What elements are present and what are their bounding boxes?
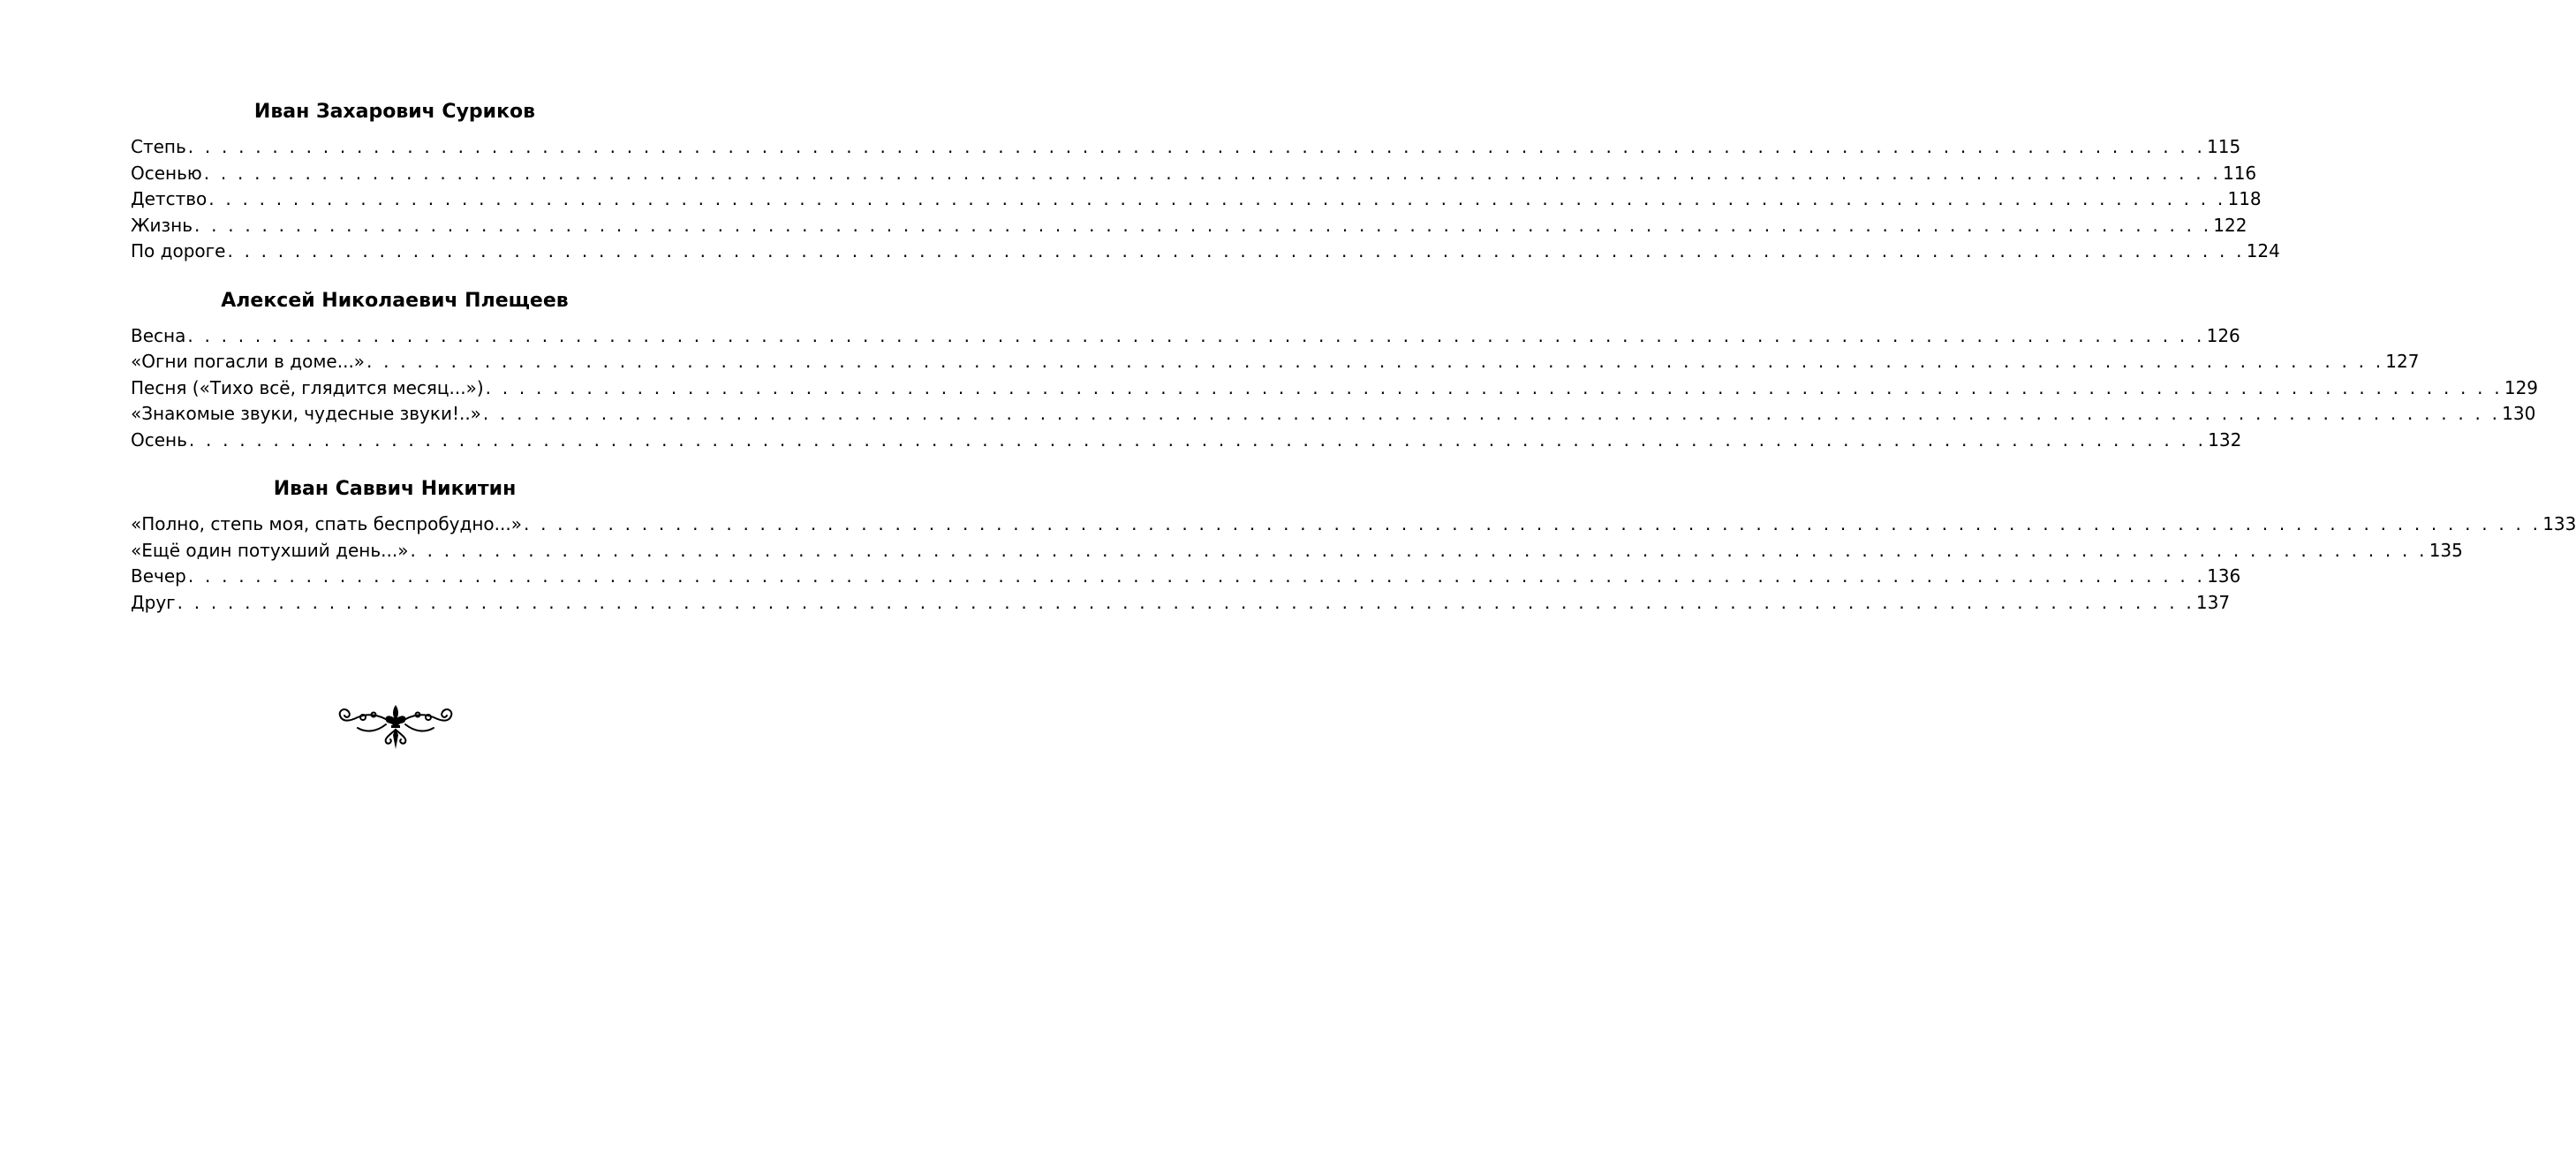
entry-page: 137 bbox=[2195, 591, 2231, 613]
entry-page: 129 bbox=[2504, 376, 2539, 398]
dot-leader: . . . . . . . . . . . . . . . . . . . . . . . . . . . . . . . . . . . . . . . . . . . . . . . . . . . . . . . . . . . . . . . . . . . . . . . . . . . . . . . . . . . . . . . . . . . . . . . . . . . . . . . . . . . . . . . . . . . . . . . . bbox=[203, 162, 2221, 184]
dot-leader: . . . . . . . . . . . . . . . . . . . . . . . . . . . . . . . . . . . . . . . . . . . . . . . . . . . . . . . . . . . . . . . . . . . . . . . . . . . . . . . . . . . . . . . . . . . . . . . . . . . . . . . . . . . . . . . . . . . . . . . . bbox=[485, 376, 2503, 398]
entry-page: 116 bbox=[2222, 162, 2257, 184]
entry-title: «Полно, степь моя, спать беспробудно...» bbox=[131, 513, 522, 534]
dot-leader: . . . . . . . . . . . . . . . . . . . . . . . . . . . . . . . . . . . . . . . . . . . . . . . . . . . . . . . . . . . . . . . . . . . . . . . . . . . . . . . . . . . . . . . . . . . . . . . . . . . . . . . . . . . . . . . . . . . . . . . . bbox=[187, 565, 2206, 587]
entry-page: 135 bbox=[2429, 539, 2463, 561]
section-author: Иван Саввич Никитин bbox=[273, 478, 517, 500]
toc-section bbox=[131, 476, 2576, 616]
dot-leader: . . . . . . . . . . . . . . . . . . . . . . . . . . . . . . . . . . . . . . . . . . . . . . . . . . . . . . . . . . . . . . . . . . . . . . . . . . . . . . . . . . . . . . . . . . . . . . . . . . . . . . . . . . . . . . . . . . . . . . . . bbox=[194, 214, 2212, 236]
table-of-contents bbox=[131, 99, 2576, 639]
entry-page: 127 bbox=[2385, 351, 2420, 372]
toc-entry bbox=[131, 428, 2242, 454]
toc-entry bbox=[131, 564, 2241, 590]
toc-entry bbox=[131, 161, 2257, 187]
entry-page: 130 bbox=[2502, 403, 2536, 424]
entry-title: Жизнь bbox=[131, 214, 193, 236]
entry-page: 115 bbox=[2207, 136, 2241, 157]
toc-entry bbox=[131, 323, 2240, 350]
dot-leader: . . . . . . . . . . . . . . . . . . . . . . . . . . . . . . . . . . . . . . . . . . . . . . . . . . . . . . . . . . . . . . . . . . . . . . . . . . . . . . . . . . . . . . . . . . . . . . . . . . . . . . . . . . . . . . . . . . . . . . . . bbox=[208, 188, 2226, 209]
toc-entry bbox=[131, 511, 2576, 538]
entry-page: 126 bbox=[2206, 324, 2240, 346]
dot-leader: . . . . . . . . . . . . . . . . . . . . . . . . . . . . . . . . . . . . . . . . . . . . . . . . . . . . . . . . . . . . . . . . . . . . . . . . . . . . . . . . . . . . . . . . . . . . . . . . . . . . . . . . . . . . . . . . . . . . . . . . bbox=[366, 351, 2384, 372]
entry-page: 122 bbox=[2213, 214, 2247, 236]
toc-entry bbox=[131, 213, 2247, 239]
toc-entry bbox=[131, 349, 2420, 375]
entry-page: 124 bbox=[2246, 240, 2280, 261]
entry-title: Весна bbox=[131, 324, 186, 346]
dot-leader: . . . . . . . . . . . . . . . . . . . . . . . . . . . . . . . . . . . . . . . . . . . . . . . . . . . . . . . . . . . . . . . . . . . . . . . . . . . . . . . . . . . . . . . . . . . . . . . . . . . . . . . . . . . . . . . . . . . . . . . . bbox=[482, 403, 2501, 424]
dot-leader: . . . . . . . . . . . . . . . . . . . . . . . . . . . . . . . . . . . . . . . . . . . . . . . . . . . . . . . . . . . . . . . . . . . . . . . . . . . . . . . . . . . . . . . . . . . . . . . . . . . . . . . . . . . . . . . . . . . . . . . . bbox=[523, 513, 2542, 534]
entry-title: Вечер bbox=[131, 565, 186, 587]
dot-leader: . . . . . . . . . . . . . . . . . . . . . . . . . . . . . . . . . . . . . . . . . . . . . . . . . . . . . . . . . . . . . . . . . . . . . . . . . . . . . . . . . . . . . . . . . . . . . . . . . . . . . . . . . . . . . . . . . . . . . . . . bbox=[177, 591, 2195, 613]
entry-page: 136 bbox=[2207, 565, 2241, 587]
entry-title: «Огни погасли в доме...» bbox=[131, 351, 366, 372]
toc-entry bbox=[131, 590, 2231, 617]
section-author: Иван Захарович Суриков bbox=[253, 101, 536, 123]
entry-title: По дороге bbox=[131, 240, 226, 261]
entry-title: Друг bbox=[131, 591, 176, 613]
toc-section bbox=[131, 99, 2280, 265]
entry-title: «Знакомые звуки, чудесные звуки!..» bbox=[131, 403, 481, 424]
dot-leader: . . . . . . . . . . . . . . . . . . . . . . . . . . . . . . . . . . . . . . . . . . . . . . . . . . . . . . . . . . . . . . . . . . . . . . . . . . . . . . . . . . . . . . . . . . . . . . . . . . . . . . . . . . . . . . . . . . . . . . . . bbox=[188, 428, 2207, 451]
entry-title: Детство bbox=[131, 188, 208, 209]
fleuron-ornament-icon bbox=[331, 700, 460, 751]
toc-entry bbox=[131, 134, 2241, 161]
dot-leader: . . . . . . . . . . . . . . . . . . . . . . . . . . . . . . . . . . . . . . . . . . . . . . . . . . . . . . . . . . . . . . . . . . . . . . . . . . . . . . . . . . . . . . . . . . . . . . . . . . . . . . . . . . . . . . . . . . . . . . . . bbox=[410, 539, 2428, 561]
dot-leader: . . . . . . . . . . . . . . . . . . . . . . . . . . . . . . . . . . . . . . . . . . . . . . . . . . . . . . . . . . . . . . . . . . . . . . . . . . . . . . . . . . . . . . . . . . . . . . . . . . . . . . . . . . . . . . . . . . . . . . . . bbox=[187, 324, 2205, 346]
toc-entry bbox=[131, 401, 2536, 428]
entry-title: Осень bbox=[131, 428, 187, 451]
toc-entry bbox=[131, 186, 2262, 213]
entry-title: Осенью bbox=[131, 162, 202, 184]
dot-leader: . . . . . . . . . . . . . . . . . . . . . . . . . . . . . . . . . . . . . . . . . . . . . . . . . . . . . . . . . . . . . . . . . . . . . . . . . . . . . . . . . . . . . . . . . . . . . . . . . . . . . . . . . . . . . . . . . . . . . . . . bbox=[187, 136, 2206, 157]
dot-leader: . . . . . . . . . . . . . . . . . . . . . . . . . . . . . . . . . . . . . . . . . . . . . . . . . . . . . . . . . . . . . . . . . . . . . . . . . . . . . . . . . . . . . . . . . . . . . . . . . . . . . . . . . . . . . . . . . . . . . . . . bbox=[227, 240, 2245, 261]
toc-entry bbox=[131, 375, 2539, 402]
toc-entry bbox=[131, 538, 2463, 564]
entry-title: Песня («Тихо всё, глядится месяц...») bbox=[131, 376, 484, 398]
entry-page: 118 bbox=[2227, 188, 2262, 209]
entry-title: «Ещё один потухший день...» bbox=[131, 539, 409, 561]
entry-page: 132 bbox=[2208, 428, 2242, 451]
section-author: Алексей Николаевич Плещеев bbox=[221, 289, 569, 312]
entry-title: Степь bbox=[131, 136, 186, 157]
toc-entry bbox=[131, 239, 2280, 265]
entry-page: 133 bbox=[2542, 513, 2576, 534]
toc-section bbox=[131, 288, 2539, 454]
